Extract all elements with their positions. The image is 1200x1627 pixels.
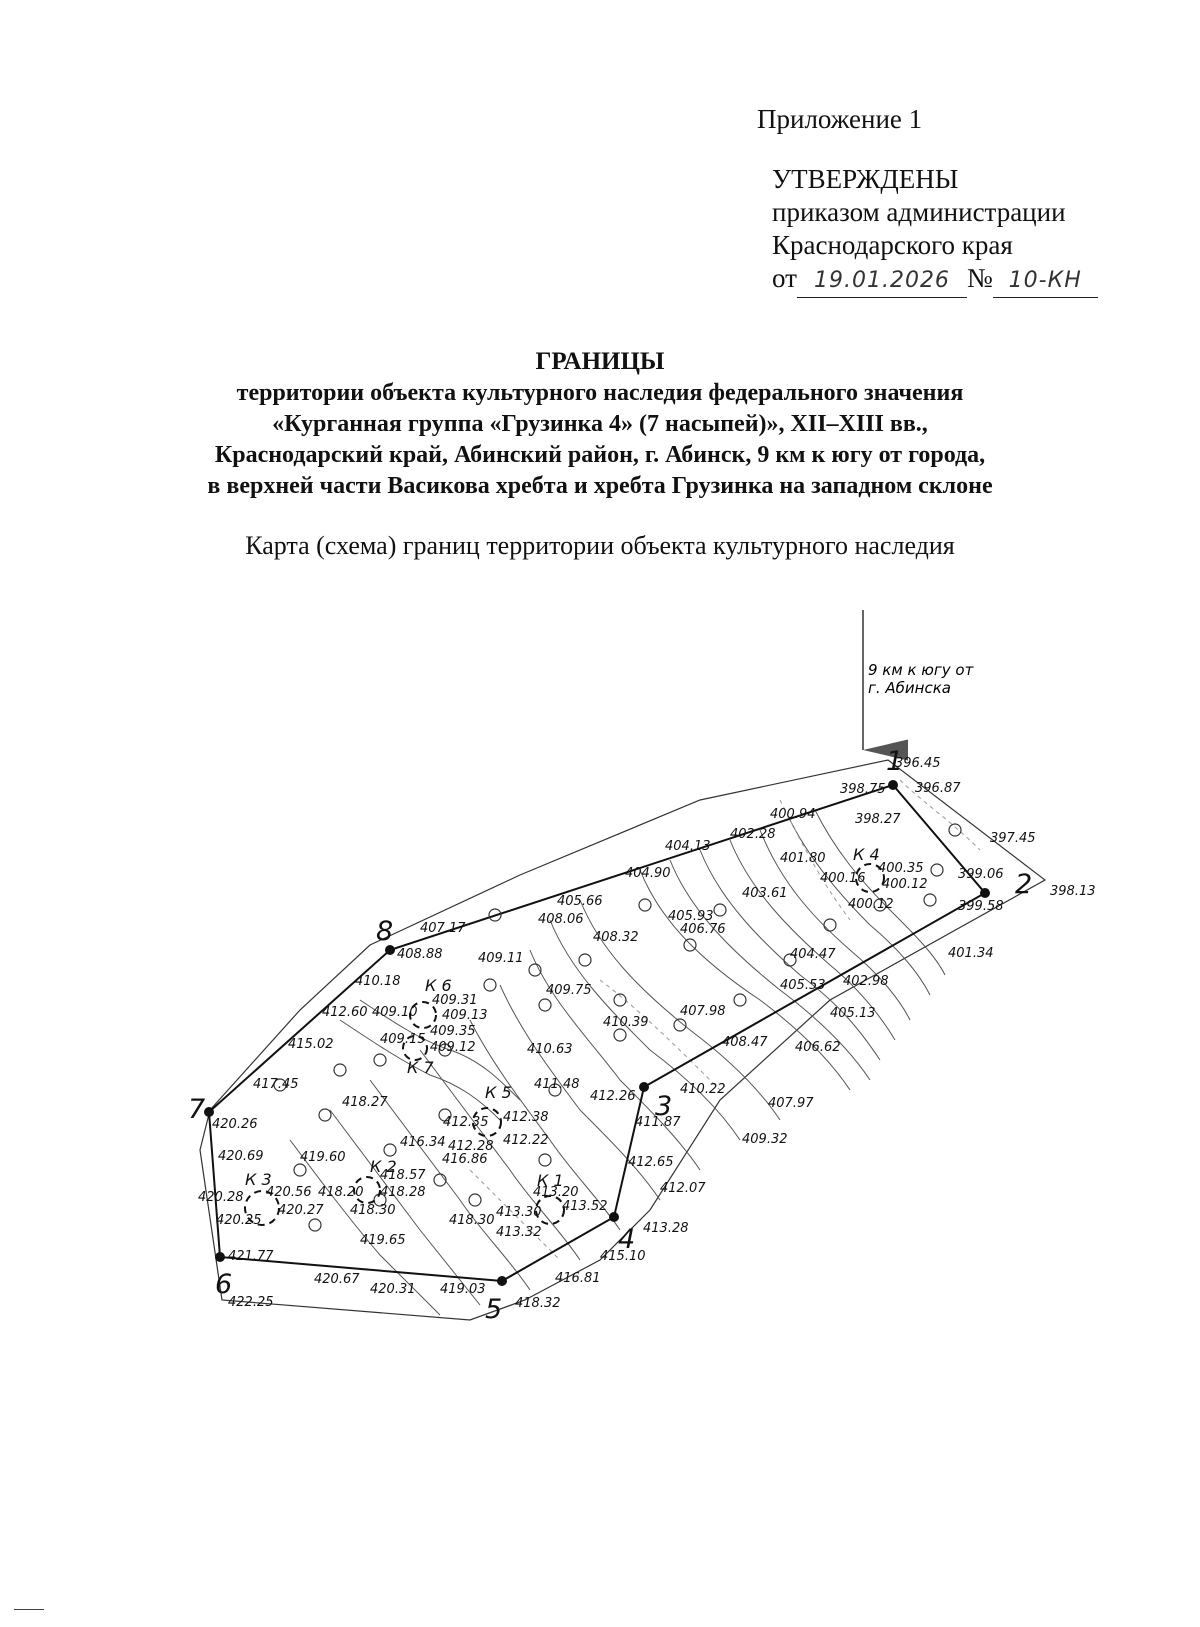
elevation-label: 409.11 bbox=[478, 951, 524, 966]
elevation-label: 417.45 bbox=[253, 1077, 299, 1092]
elevation-label: 399.58 bbox=[958, 899, 1004, 914]
elevation-label: 400.16 bbox=[820, 871, 866, 886]
elevation-label: 406.76 bbox=[680, 922, 726, 937]
elevation-label: 413.28 bbox=[643, 1221, 689, 1236]
vertex-label-6: 6 bbox=[215, 1269, 233, 1300]
elevation-label: 413.32 bbox=[496, 1225, 542, 1240]
elevation-label: 411.48 bbox=[534, 1077, 580, 1092]
elevation-label: 415.10 bbox=[600, 1249, 646, 1264]
map-caption: Карта (схема) границ территории объекта культурного наследия bbox=[245, 531, 955, 560]
elevation-label: 400.12 bbox=[882, 877, 928, 892]
elevation-label: 409.10 bbox=[372, 1005, 418, 1020]
mound-label-k3: К 3 bbox=[245, 1170, 272, 1189]
vertex-label-5: 5 bbox=[485, 1294, 503, 1325]
elevation-label: 400.12 bbox=[848, 897, 894, 912]
number-prefix: № bbox=[966, 263, 993, 293]
elevation-label: 419.03 bbox=[440, 1282, 486, 1297]
elevation-label: 412.35 bbox=[443, 1115, 489, 1130]
elevation-label: 418.30 bbox=[449, 1213, 495, 1228]
elevation-label: 409.13 bbox=[442, 1008, 488, 1023]
elevation-label: 407.98 bbox=[680, 1004, 726, 1019]
mound-label-k5: К 5 bbox=[485, 1083, 512, 1102]
elevation-label: 418.57 bbox=[380, 1168, 426, 1183]
elevation-label: 420.69 bbox=[218, 1149, 264, 1164]
elevation-label: 396.87 bbox=[915, 781, 961, 796]
vertex-1-dot bbox=[888, 780, 898, 790]
elevation-label: 420.67 bbox=[314, 1272, 360, 1287]
elevation-label: 405.13 bbox=[830, 1006, 876, 1021]
elevation-label: 398.75 bbox=[840, 782, 886, 797]
vertex-6-dot bbox=[215, 1252, 225, 1262]
subtitle-line-4: в верхней части Васикова хребта и хребта Грузинка на западном склоне bbox=[207, 473, 993, 499]
elevation-label: 410.22 bbox=[680, 1082, 726, 1097]
elevation-label: 398.27 bbox=[855, 812, 901, 827]
order-number: 10-КН bbox=[993, 264, 1098, 298]
elevation-label: 422.25 bbox=[228, 1295, 274, 1310]
vertex-2-dot bbox=[980, 888, 990, 898]
elevation-label: 403.61 bbox=[742, 886, 788, 901]
elevation-label: 407.17 bbox=[420, 921, 466, 936]
elevation-label: 419.65 bbox=[360, 1233, 406, 1248]
elevation-label: 412.22 bbox=[503, 1133, 549, 1148]
elevation-label: 411.87 bbox=[635, 1115, 681, 1130]
elevation-label: 408.47 bbox=[722, 1035, 768, 1050]
vertex-5-dot bbox=[497, 1276, 507, 1286]
order-date: 19.01.2026 bbox=[797, 264, 967, 298]
elevation-label: 406.62 bbox=[795, 1040, 841, 1055]
elevation-label: 412.26 bbox=[590, 1089, 636, 1104]
elevation-label: 412.28 bbox=[448, 1139, 494, 1154]
elevation-label: 397.45 bbox=[990, 831, 1036, 846]
subtitle-line-2: «Курганная группа «Грузинка 4» (7 насыпей)», XII–XIII вв., bbox=[272, 411, 928, 437]
vertex-7-dot bbox=[204, 1107, 214, 1117]
elevation-label: 402.28 bbox=[730, 827, 776, 842]
elevation-label: 409.75 bbox=[546, 983, 592, 998]
appendix-label: Приложение 1 bbox=[757, 104, 923, 134]
subtitle-line-1: территории объекта культурного наследия федерального значения bbox=[236, 380, 964, 406]
elevation-label: 410.18 bbox=[355, 974, 401, 989]
vertex-label-7: 7 bbox=[188, 1094, 206, 1125]
elevation-label: 402.98 bbox=[843, 974, 889, 989]
elevation-label: 415.02 bbox=[288, 1037, 334, 1052]
vertex-4-dot bbox=[609, 1212, 619, 1222]
elevation-label: 400.94 bbox=[770, 807, 816, 822]
elevation-label: 405.93 bbox=[668, 909, 714, 924]
elevation-label: 420.28 bbox=[198, 1190, 244, 1205]
elevation-label: 413.20 bbox=[533, 1185, 579, 1200]
vertex-3-dot bbox=[639, 1082, 649, 1092]
elevation-label: 413.30 bbox=[496, 1205, 542, 1220]
subtitle-line-3: Краснодарский край, Абинский район, г. Абинск, 9 км к югу от города, bbox=[214, 442, 986, 468]
elevation-label: 409.31 bbox=[432, 993, 478, 1008]
date-prefix: от bbox=[772, 263, 797, 293]
elevation-label: 405.53 bbox=[780, 978, 826, 993]
elevation-label: 409.35 bbox=[430, 1024, 476, 1039]
elevation-label: 400.35 bbox=[878, 861, 924, 876]
elevation-label: 420.26 bbox=[212, 1117, 258, 1132]
elevation-label: 404.90 bbox=[625, 866, 671, 881]
elevation-label: 396.45 bbox=[895, 756, 941, 771]
elevation-label: 418.28 bbox=[380, 1185, 426, 1200]
elevation-label: 401.34 bbox=[948, 946, 994, 961]
elevation-label: 412.07 bbox=[660, 1181, 706, 1196]
vertex-label-8: 8 bbox=[376, 916, 394, 947]
elevation-label: 408.88 bbox=[397, 947, 443, 962]
vertex-label-2: 2 bbox=[1015, 869, 1033, 900]
elevation-label: 420.25 bbox=[216, 1213, 262, 1228]
elevation-labels bbox=[198, 756, 1096, 1311]
document-title: ГРАНИЦЫ bbox=[535, 348, 665, 375]
elevation-label: 420.31 bbox=[370, 1282, 416, 1297]
elevation-label: 408.06 bbox=[538, 912, 584, 927]
mound-label-k7: К 7 bbox=[407, 1058, 434, 1077]
elevation-label: 410.39 bbox=[603, 1015, 649, 1030]
elevation-label: 412.60 bbox=[322, 1005, 368, 1020]
elevation-label: 418.27 bbox=[342, 1095, 388, 1110]
region-label: Краснодарского края bbox=[772, 230, 1013, 260]
elevation-label: 409.15 bbox=[380, 1032, 426, 1047]
elevation-label: 409.32 bbox=[742, 1132, 788, 1147]
by-order-label: приказом администрации bbox=[772, 197, 1066, 227]
elevation-label: 410.63 bbox=[527, 1042, 573, 1057]
arrow-note-line-1: 9 км к югу от bbox=[868, 661, 974, 679]
elevation-label: 418.30 bbox=[350, 1203, 396, 1218]
elevation-label: 399.06 bbox=[958, 867, 1004, 882]
mound-label-k2: К 2 bbox=[370, 1157, 397, 1176]
vertex-label-3: 3 bbox=[655, 1091, 673, 1122]
elevation-label: 401.80 bbox=[780, 851, 826, 866]
elevation-label: 398.13 bbox=[1050, 884, 1096, 899]
mound-label-k6: К 6 bbox=[425, 976, 452, 995]
vertex-label-4: 4 bbox=[618, 1224, 636, 1255]
arrow-note-line-2: г. Абинска bbox=[868, 679, 951, 697]
elevation-label: 420.27 bbox=[278, 1203, 324, 1218]
elevation-label: 416.86 bbox=[442, 1152, 488, 1167]
mound-label-k1: К 1 bbox=[537, 1171, 564, 1190]
elevation-label: 408.32 bbox=[593, 930, 639, 945]
elevation-label: 421.77 bbox=[228, 1249, 274, 1264]
elevation-label: 405.66 bbox=[557, 894, 603, 909]
elevation-label: 416.34 bbox=[400, 1135, 446, 1150]
vertex-label-1: 1 bbox=[886, 746, 904, 777]
elevation-label: 412.38 bbox=[503, 1110, 549, 1125]
elevation-label: 404.47 bbox=[790, 947, 836, 962]
elevation-label: 416.81 bbox=[555, 1271, 601, 1286]
elevation-label: 407.97 bbox=[768, 1096, 814, 1111]
elevation-label: 418.32 bbox=[515, 1296, 561, 1311]
elevation-label: 418.20 bbox=[318, 1185, 364, 1200]
page-edge-mark bbox=[14, 1609, 44, 1610]
elevation-label: 420.56 bbox=[266, 1185, 312, 1200]
elevation-label: 413.52 bbox=[562, 1199, 608, 1214]
elevation-label: 419.60 bbox=[300, 1150, 346, 1165]
mound-label-k4: К 4 bbox=[853, 845, 880, 864]
approved-label: УТВЕРЖДЕНЫ bbox=[772, 164, 959, 194]
elevation-label: 404.13 bbox=[665, 839, 711, 854]
elevation-label: 412.65 bbox=[628, 1155, 674, 1170]
elevation-label: 409.12 bbox=[430, 1040, 476, 1055]
